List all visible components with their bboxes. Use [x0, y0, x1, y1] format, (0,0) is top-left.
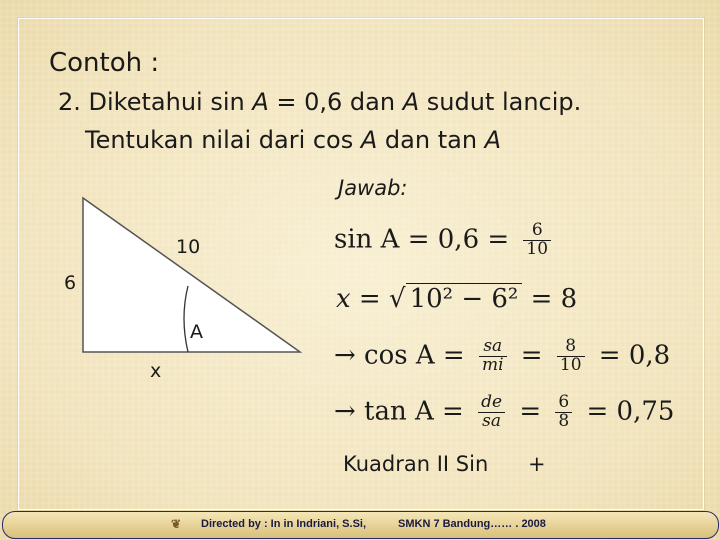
bottom-side-label: x [150, 360, 162, 382]
hypotenuse-label: 10 [176, 236, 201, 258]
sqrt-icon: √ [388, 284, 406, 314]
footer-bar [2, 511, 719, 539]
problem-line-2: Tentukan nilai dari cos A dan tan A [85, 126, 502, 154]
quadrant-label: Kuadran II Sin [343, 452, 489, 476]
arrow-icon: → [334, 396, 356, 427]
quadrant-sign: + [528, 452, 546, 476]
angle-label: A [190, 321, 203, 343]
footer-school: SMKN 7 Bandung…… . 2008 [398, 518, 546, 530]
equation-x: x = √ 10² − 6² = 8 [336, 284, 578, 314]
equation-sin: sin A = 0,6 = $\frac{6}{10}$ [334, 222, 557, 259]
problem-line-1: 2. Diketahui sin A = 0,6 dan A sudut lancip. [58, 88, 582, 116]
footer-author: Directed by : In in Indriani, S.Si, [201, 518, 367, 530]
equation-tan: → tan A = $\frac{de}{sa}$ = $\frac{6}{8}$ = 0,75 [334, 392, 675, 431]
vertical-side-label: 6 [64, 272, 77, 294]
arrow-icon: → [334, 340, 356, 371]
scroll-icon: ❦ [171, 517, 182, 531]
slide-title: Contoh : [49, 48, 160, 78]
answer-label: Jawab: [338, 176, 408, 200]
equation-cos: → cos A = $\frac{sa}{mi}$ = $\frac{8}{10}$ = 0,8 [334, 336, 671, 375]
